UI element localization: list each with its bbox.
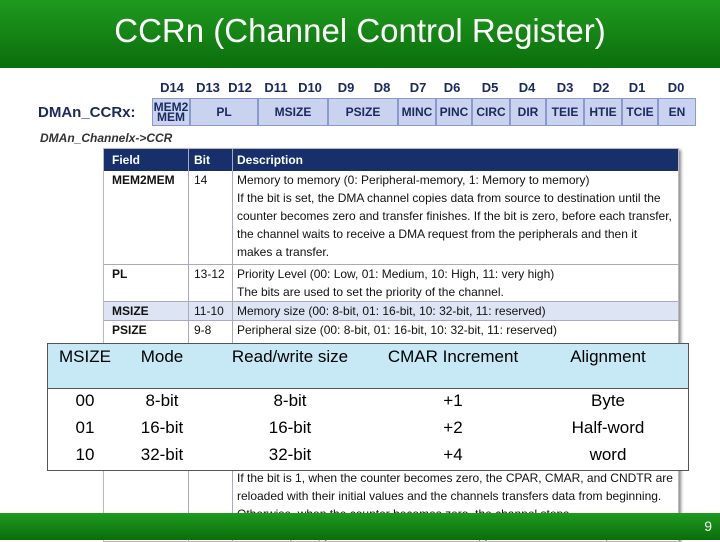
bit-label: D13 [196, 80, 220, 95]
table-cell: 32-bit [268, 445, 312, 464]
row-field: MSIZE [112, 304, 149, 318]
bit-label: D3 [556, 80, 574, 95]
bit-label: D9 [337, 80, 355, 95]
field-en: EN [658, 98, 696, 126]
field-psize: PSIZE [328, 98, 398, 126]
header-bit: Bit [194, 153, 210, 167]
field-circ: CIRC [472, 98, 510, 126]
bit-label: D0 [667, 80, 685, 95]
field-tcie: TCIE [622, 98, 658, 126]
field-pl: PL [190, 98, 258, 126]
page-number: 9 [704, 518, 712, 534]
bit-label: D8 [373, 80, 391, 95]
table-cell: word [589, 445, 627, 464]
header-description: Description [237, 153, 304, 167]
row-field: PL [112, 267, 128, 281]
row-desc: Memory size (00: 8-bit, 01: 16-bit, 10: 32-bit, 11: reserved) [237, 304, 546, 318]
table-cell: +4 [443, 445, 463, 464]
row-desc: Peripheral size (00: 8-bit, 01: 16-bit, 10: 32-bit, 11: reserved) [237, 323, 557, 337]
field-htie: HTIE [584, 98, 622, 126]
doc-row [104, 171, 678, 263]
bit-label: D7 [409, 80, 427, 95]
bit-label: D10 [298, 80, 322, 95]
col-cmar-increment: CMAR Increment [387, 347, 519, 366]
col-rw-size: Read/write size [231, 347, 349, 366]
table-cell: Half-word [571, 418, 645, 437]
col-mode: Mode [140, 347, 184, 366]
bit-label: D6 [443, 80, 461, 95]
row-desc: If the bit is 1, when the counter becomes zero, the CPAR, CMAR, and CNDTR are reloaded with their initial values and the channels transfers data from beginning. [237, 471, 673, 503]
table-cell: 16-bit [268, 418, 312, 437]
bit-label: D11 [264, 80, 288, 95]
col-alignment: Alignment [570, 347, 646, 366]
bit-label: D14 [160, 80, 184, 95]
col-msize: MSIZE [59, 347, 111, 366]
bit-label: D1 [628, 80, 646, 95]
table-cell: 01 [75, 418, 95, 437]
header-field: Field [112, 153, 141, 167]
table-cell: 32-bit [140, 445, 184, 464]
row-bit: 13-12 [194, 267, 225, 281]
row-bit: 14 [194, 173, 208, 187]
table-cell: +1 [443, 391, 463, 410]
doc-row [104, 321, 678, 339]
row-desc: Priority Level (00: Low, 01: Medium, 10: High, 11: very high) The bits are used to set the priority of the channel. [237, 267, 555, 299]
table-cell: 16-bit [140, 418, 184, 437]
row-field: PSIZE [112, 323, 147, 337]
bit-label: D4 [518, 80, 536, 95]
row-field: MEM2MEM [112, 173, 175, 187]
table-cell: Byte [590, 391, 626, 410]
footer-bar [0, 513, 720, 540]
table-cell: 00 [75, 391, 95, 410]
table-cell: 8-bit [145, 391, 179, 410]
register-subtitle: DMAn_Channelx->CCR [40, 131, 173, 145]
field-msize: MSIZE [258, 98, 328, 126]
table-cell: 10 [75, 445, 95, 464]
doc-row [104, 265, 678, 301]
slide-title: CCRn (Channel Control Register) [114, 12, 606, 49]
doc-table-header [104, 149, 678, 171]
field-mem2mem: MEM2 MEM [153, 100, 189, 124]
row-bit: 11-10 [194, 304, 224, 318]
row-bit: 9-8 [194, 323, 212, 337]
field-dir: DIR [510, 98, 546, 126]
field-minc: MINC [398, 98, 436, 126]
doc-row [104, 302, 678, 320]
table-cell: 8-bit [273, 391, 307, 410]
register-name: DMAn_CCRx: [38, 104, 136, 121]
bit-label: D2 [592, 80, 610, 95]
table-cell: +2 [443, 418, 463, 437]
msize-table [47, 343, 689, 471]
row-desc: Memory to memory (0: Peripheral-memory, 1: Memory to memory) If the bit is set, the DMA channel copies data from source to destination until the counter becomes zero and transfer finishes. If the bit is zero, before each transfer, the channel waits to receive a DMA request from the peripherals and then it makes a transfer. [237, 173, 672, 259]
bit-label: D12 [228, 80, 252, 95]
bit-label: D5 [481, 80, 499, 95]
field-pinc: PINC [436, 98, 472, 126]
field-teie: TEIE [546, 98, 584, 126]
